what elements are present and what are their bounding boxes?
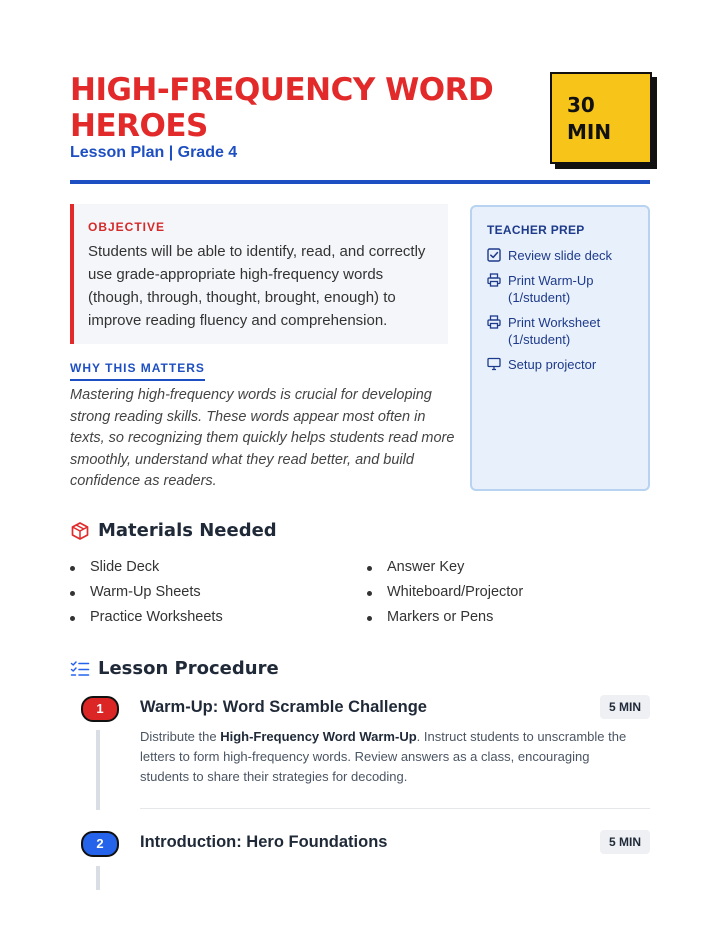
checkbox-icon [487,248,501,262]
page-title: HIGH-FREQUENCY WORD HEROES [70,72,494,144]
bullet-icon [367,616,372,621]
prep-item-text: Print Warm-Up (1/student) [508,273,594,305]
why-text: Mastering high-frequency words is crucial for developing strong reading skills. These words appear most often in texts, so recognizing them quickly helps students read more smoothly, understand what they read better, and build confidence as readers. [70,387,455,489]
step-title: Warm-Up: Word Scramble Challenge [140,698,427,716]
procedure-heading-text: Lesson Procedure [98,658,279,679]
objective-box [70,204,448,344]
step-number-badge: 2 [81,831,119,857]
header-divider [70,180,650,184]
step-description-text: Distribute the [140,729,221,744]
prep-item-text: Review slide deck [508,248,613,263]
prep-item-text: Print Worksheet (1/student) [508,315,601,347]
material-item-text: Slide Deck [90,559,160,575]
step-number-badge: 1 [81,696,119,722]
step-divider [140,808,650,809]
step-description-emphasis: High-Frequency Word Warm-Up [220,729,417,744]
timeline-line [96,730,100,810]
page-subtitle: Lesson Plan | Grade 4 [70,144,238,161]
material-item-text: Answer Key [387,559,465,575]
bullet-icon [70,616,75,621]
bullet-icon [70,591,75,596]
objective-label: OBJECTIVE [88,220,166,234]
timeline-line [96,866,100,890]
monitor-icon [487,357,501,371]
duration-badge [550,72,652,164]
prep-item-text: Setup projector [508,357,597,372]
material-item-text: Practice Worksheets [90,609,223,625]
material-item-text: Whiteboard/Projector [387,584,524,600]
why-label: WHY THIS MATTERS [70,361,205,381]
teacher-prep-box [470,205,650,491]
bullet-icon [367,591,372,596]
duration-value: 30 [567,93,595,117]
step-description [140,727,640,787]
step-description-text: . Instruct students to unscramble the letters to form high-frequency words. Review answers as a class, encouraging students to share their strategies for decoding. [140,729,627,784]
printer-icon [487,273,501,287]
material-item-text: Markers or Pens [387,609,494,625]
teacher-prep-label: TEACHER PREP [487,223,585,237]
step-time-badge: 5 MIN [600,695,650,719]
duration-unit: MIN [567,120,612,144]
step-time-badge: 5 MIN [600,830,650,854]
material-item-text: Warm-Up Sheets [90,584,201,600]
bullet-icon [70,566,75,571]
bullet-icon [367,566,372,571]
step-title: Introduction: Hero Foundations [140,833,388,851]
materials-heading-text: Materials Needed [98,520,277,541]
printer-icon [487,315,501,329]
objective-text: Students will be able to identify, read, and correctly use grade-appropriate high-frequency words (though, through, thought, brought, enough) to improve reading fluency and comprehension. [88,243,426,329]
checklist-icon [70,659,90,679]
box-icon [70,521,90,541]
